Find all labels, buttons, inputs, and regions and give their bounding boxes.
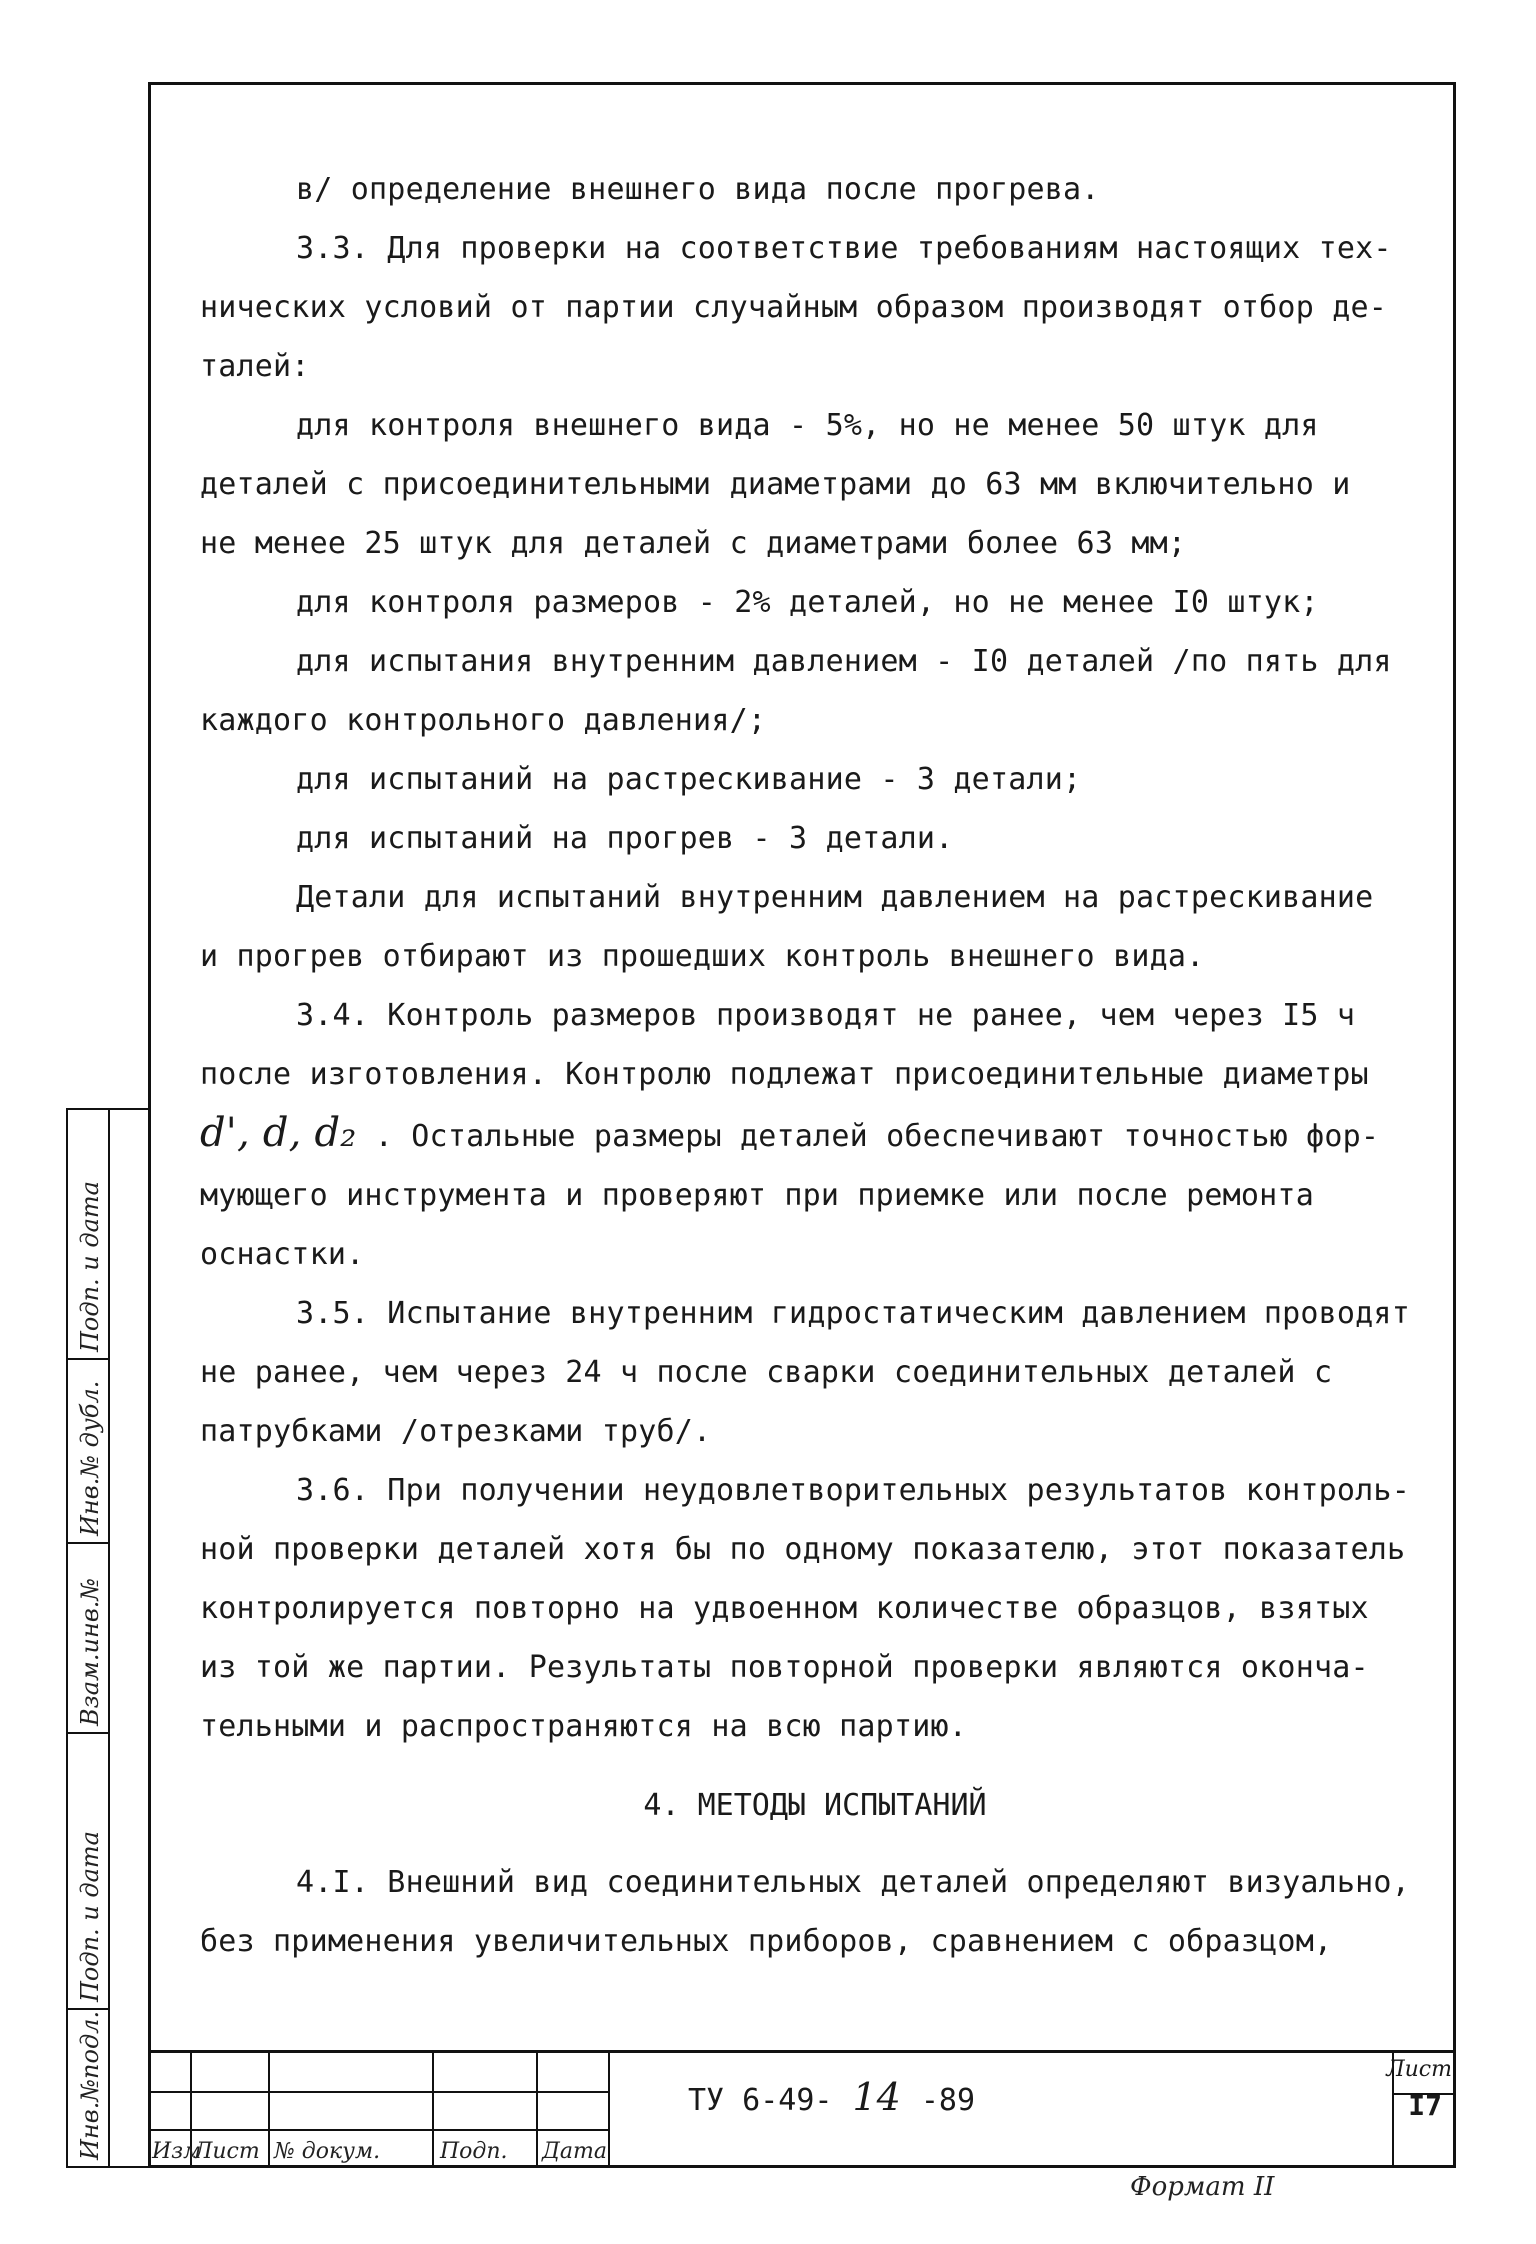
side-cell-inv-podl — [68, 2010, 108, 2166]
text-line: для испытаний на растрескивание - 3 детали; — [296, 762, 1082, 797]
paragraph-4-1: 4.I. Внешний вид соединительных деталей определяют визуально, — [296, 1865, 1410, 1900]
text-line: контролируется повторно на удвоенном количестве образцов, взятых — [200, 1591, 1369, 1626]
paragraph-3-3: 3.3. Для проверки на соответствие требованиям настоящих тех- — [296, 231, 1392, 266]
text-line: для контроля внешнего вида - 5%, но не менее 50 штук для — [296, 408, 1319, 443]
sheet-number: I7 — [1408, 2089, 1442, 2122]
text-fragment: . Остальные размеры деталей обеспечивают точностью фор- — [356, 1119, 1380, 1154]
document-code — [688, 2075, 975, 2119]
sheet-label: Лист — [1386, 2057, 1452, 2082]
side-cell-inv-dubl — [68, 1360, 108, 1544]
doc-code-handwritten: 14 — [852, 2075, 901, 2119]
text-line: оснастки. — [200, 1237, 365, 1272]
document-body — [200, 160, 1430, 1971]
col-label-podp: Подп. — [440, 2139, 508, 2164]
text-line: ной проверки деталей хотя бы по одному показателю, этот показатель — [200, 1532, 1406, 1567]
text-line: без применения увеличительных приборов, сравнением с образцом, — [200, 1924, 1333, 1959]
text-line: мующего инструмента и проверяют при приемке или после ремонта — [200, 1178, 1314, 1213]
doc-code-suffix: -89 — [920, 2083, 976, 2118]
diameter-formula: d', d, d₂ — [200, 1110, 357, 1156]
doc-code-prefix: ТУ 6-49- — [688, 2083, 833, 2118]
text-line: из той же партии. Результаты повторной проверки являются оконча- — [200, 1650, 1369, 1685]
text-line-with-formula — [200, 1104, 1430, 1166]
side-label-podp-data-bottom: Подп. и дата — [76, 1831, 104, 2002]
text-line: каждого контрольного давления/; — [200, 703, 767, 738]
text-line: в/ определение внешнего вида после прогрева. — [296, 172, 1100, 207]
text-line: тельными и распространяются на всю партию. — [200, 1709, 967, 1744]
text-line: патрубками /отрезками труб/. — [200, 1414, 712, 1449]
text-line: для испытаний на прогрев - 3 детали. — [296, 821, 954, 856]
text-line: не ранее, чем через 24 ч после сварки соединительных деталей с — [200, 1355, 1333, 1390]
text-line: деталей с присоединительными диаметрами до 63 мм включительно и — [200, 467, 1351, 502]
text-line: Детали для испытаний внутренним давлением на растрескивание — [296, 880, 1374, 915]
col-label-izm: Изм — [152, 2139, 202, 2164]
col-label-data: Дата — [542, 2139, 607, 2164]
format-label: Формат II — [1130, 2172, 1275, 2202]
text-line: для испытания внутренним давлением - I0 деталей /по пять для — [296, 644, 1392, 679]
col-label-doc: № докум. — [274, 2139, 381, 2164]
paragraph-3-6: 3.6. При получении неудовлетворительных результатов контроль- — [296, 1473, 1410, 1508]
text-line: и прогрев отбирают из прошедших контроль внешнего вида. — [200, 939, 1205, 974]
side-label-inv-podl: Инв.№подл. — [76, 2010, 104, 2160]
col-label-list: Лист — [194, 2139, 260, 2164]
text-line: не менее 25 штук для деталей с диаметрами более 63 мм; — [200, 526, 1187, 561]
text-line: после изготовления. Контролю подлежат присоединительные диаметры — [200, 1057, 1369, 1092]
title-block — [148, 2050, 1456, 2168]
side-label-podp-data-top: Подп. и дата — [76, 1181, 104, 1352]
side-cell-podp-data-top — [68, 1110, 108, 1360]
side-label-inv-dubl: Инв.№ дубл. — [76, 1380, 104, 1536]
side-cell-podp-data-bottom — [68, 1734, 108, 2010]
section-heading: 4. МЕТОДЫ ИСПЫТАНИЙ — [643, 1788, 987, 1823]
text-line: для контроля размеров - 2% деталей, но не менее I0 штук; — [296, 585, 1319, 620]
text-line: талей: — [200, 349, 310, 384]
paragraph-3-4: 3.4. Контроль размеров производят не ранее, чем через I5 ч — [296, 998, 1356, 1033]
paragraph-3-5: 3.5. Испытание внутренним гидростатическим давлением проводят — [296, 1296, 1410, 1331]
side-strip — [66, 1108, 148, 2168]
side-label-vzam-inv: Взам.инв.№ — [76, 1577, 104, 1726]
text-line: нических условий от партии случайным образом производят отбор де- — [200, 290, 1387, 325]
side-cell-vzam-inv — [68, 1544, 108, 1734]
